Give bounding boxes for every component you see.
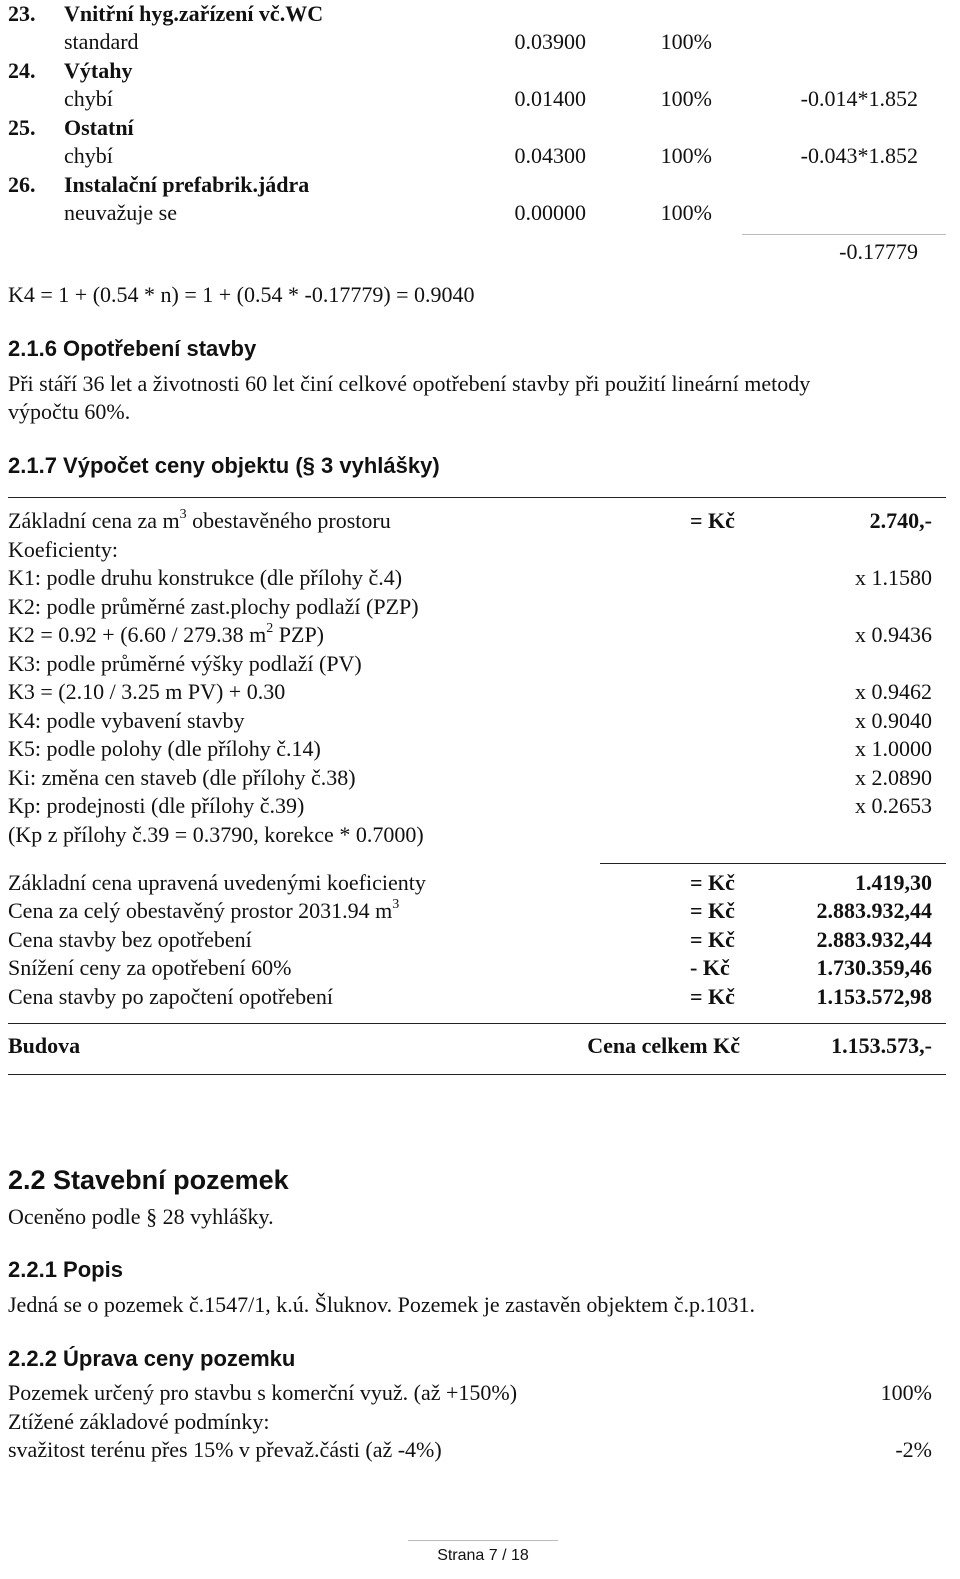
item-number: 25.: [8, 115, 36, 140]
result-value: 1.730.359,46: [816, 955, 932, 980]
label-text: PZP): [273, 622, 325, 647]
coefficient-value: x 1.1580: [855, 565, 932, 590]
land-adjust-label: Ztížené základové podmínky:: [8, 1409, 270, 1434]
result-op: = Kč: [690, 927, 735, 952]
summary-value: 1.153.573,-: [831, 1033, 932, 1058]
footer-rule: [408, 1540, 558, 1541]
coefficient-value: x 0.9436: [855, 622, 932, 647]
item-status: neuvažuje se: [64, 200, 177, 225]
heading-text: 3 vyhlášky): [314, 453, 440, 478]
item-status: chybí: [64, 86, 113, 111]
summary-label: Budova: [8, 1033, 81, 1058]
land-adjust-label: Pozemek určený pro stavbu s komerční využ. (až +150%): [8, 1380, 518, 1405]
result-value: 2.883.932,44: [816, 927, 932, 952]
coefficient-label: K4: podle vybavení stavby: [8, 708, 245, 733]
superscript: 3: [179, 507, 187, 522]
item-percent: 100%: [660, 29, 712, 54]
result-op: - Kč: [690, 955, 730, 980]
summary-top-divider: [8, 1023, 946, 1024]
land-adjust-value: 100%: [880, 1380, 932, 1405]
superscript: 3: [392, 897, 400, 912]
result-label: Cena stavby bez opotřebení: [8, 927, 252, 952]
item-calc: -0.014*1.852: [800, 86, 918, 111]
item-title: Instalační prefabrik.jádra: [64, 172, 310, 197]
text: 28 vyhlášky.: [157, 1204, 274, 1229]
section-divider: [8, 497, 946, 498]
coefficient-label: K3: podle průměrné výšky podlaží (PV): [8, 651, 362, 676]
land-adjust-label: svažitost terénu přes 15% v převaž.části (až -4%): [8, 1437, 442, 1462]
superscript: 2: [266, 621, 274, 636]
heading-text: 2.1.7 Výpočet ceny objektu (: [8, 453, 303, 478]
coefficient-label: K1: podle druhu konstrukce (dle přílohy č.4): [8, 565, 403, 590]
item-percent: 100%: [660, 86, 712, 111]
item-status: standard: [64, 29, 139, 54]
label-text: Cena za celý obestavěný prostor 2031.94 m: [8, 898, 393, 923]
section-heading-wear: 2.1.6 Opotřebení stavby: [8, 336, 257, 361]
result-label: [8, 898, 399, 924]
label-text: obestavěného prostoru: [186, 508, 391, 533]
equipment-total: -0.17779: [839, 239, 918, 264]
sum-divider: [742, 234, 946, 235]
result-label: Snížení ceny za opotřebení 60%: [8, 955, 292, 980]
summary-bottom-divider: [8, 1074, 946, 1075]
paragraph-symbol: §: [302, 453, 315, 478]
item-number: 24.: [8, 58, 36, 83]
base-price-value: 2.740,-: [869, 508, 932, 533]
item-number: 23.: [8, 1, 36, 26]
item-percent: 100%: [660, 200, 712, 225]
result-op: = Kč: [690, 898, 735, 923]
result-value: 1.153.572,98: [816, 984, 932, 1009]
result-value: 2.883.932,44: [816, 898, 932, 923]
coefficient-label: Ki: změna cen staveb (dle přílohy č.38): [8, 765, 356, 790]
coefficient-value: x 2.0890: [855, 765, 932, 790]
results-divider: [600, 863, 946, 864]
coefficient-label: Kp: prodejnosti (dle přílohy č.39): [8, 793, 305, 818]
land-valuation-text: [8, 1204, 274, 1230]
paragraph-symbol: §: [146, 1204, 158, 1229]
base-price-label: [8, 508, 391, 534]
item-weight: 0.04300: [514, 143, 586, 168]
item-calc: -0.043*1.852: [800, 143, 918, 168]
k4-formula: K4 = 1 + (0.54 * n) = 1 + (0.54 * -0.17779) = 0.9040: [8, 282, 475, 307]
section-heading-land-price: 2.2.2 Úprava ceny pozemku: [8, 1346, 296, 1371]
result-value: 1.419,30: [855, 870, 932, 895]
item-weight: 0.01400: [514, 86, 586, 111]
coefficients-header: Koeficienty:: [8, 537, 118, 562]
summary-price-label: Cena celkem Kč: [587, 1033, 740, 1058]
coefficient-value: x 0.9040: [855, 708, 932, 733]
result-op: = Kč: [690, 870, 735, 895]
label-text: K2 = 0.92 + (6.60 / 279.38 m: [8, 622, 267, 647]
item-title: Ostatní: [64, 115, 134, 140]
coefficient-value: x 1.0000: [855, 736, 932, 761]
land-adjust-value: -2%: [895, 1437, 932, 1462]
item-number: 26.: [8, 172, 36, 197]
item-percent: 100%: [660, 143, 712, 168]
coefficient-label: K3 = (2.10 / 3.25 m PV) + 0.30: [8, 679, 286, 704]
item-status: chybí: [64, 143, 113, 168]
page-number: Strana 7 / 18: [437, 1547, 529, 1564]
coefficient-value: x 0.9462: [855, 679, 932, 704]
item-title: Výtahy: [64, 58, 133, 83]
section-heading-price-calc: [8, 453, 440, 479]
coefficient-label: K5: podle polohy (dle přílohy č.14): [8, 736, 321, 761]
label-text: Základní cena za m: [8, 508, 180, 533]
coefficient-value: x 0.2653: [855, 793, 932, 818]
land-description-text: Jedná se o pozemek č.1547/1, k.ú. Šluknov. Pozemek je zastavěn objektem č.p.1031.: [8, 1292, 756, 1317]
coefficient-label: [8, 622, 324, 648]
base-price-op: = Kč: [690, 508, 735, 533]
item-weight: 0.00000: [514, 200, 586, 225]
wear-paragraph-line2: výpočtu 60%.: [8, 399, 131, 424]
text: Oceněno podle: [8, 1204, 141, 1229]
section-heading-land: 2.2 Stavební pozemek: [8, 1165, 289, 1195]
coefficient-label: K2: podle průměrné zast.plochy podlaží (PZP): [8, 594, 419, 619]
item-title: Vnitřní hyg.zařízení vč.WC: [64, 1, 324, 26]
wear-paragraph-line1: Při stáří 36 let a životnosti 60 let činí celkové opotřebení stavby při použití lineární metody: [8, 371, 811, 396]
result-label: Základní cena upravená uvedenými koeficienty: [8, 870, 426, 895]
result-label: Cena stavby po započtení opotřebení: [8, 984, 334, 1009]
section-heading-description: 2.2.1 Popis: [8, 1257, 123, 1282]
coefficient-label: (Kp z přílohy č.39 = 0.3790, korekce * 0.7000): [8, 822, 424, 847]
result-op: = Kč: [690, 984, 735, 1009]
item-weight: 0.03900: [514, 29, 586, 54]
